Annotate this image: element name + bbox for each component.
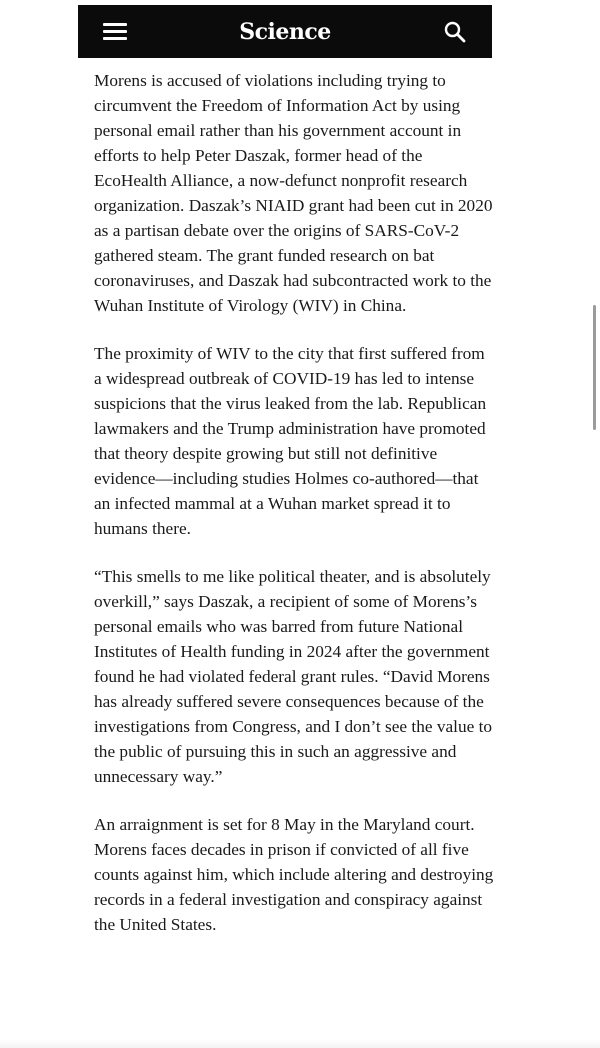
article-paragraph: The proximity of WIV to the city that first suffered from a widespread outbreak of COVID-19 has led to intense suspicions that the virus leaked from the lab. Republican lawmakers and the Trump administration have promoted that theory despite growing but still not definitive evidence—including studies Holmes co-authored—that an infected mammal at a Wuhan market spread it to humans there.	[94, 344, 487, 538]
menu-bar	[103, 23, 127, 26]
bottom-edge-shadow	[0, 1040, 600, 1048]
menu-bar	[103, 30, 127, 33]
scrollbar[interactable]	[593, 305, 596, 430]
article-paragraph: An arraignment is set for 8 May in the Maryland court. Morens faces decades in prison if convicted of all five counts against him, which include altering and destroying records in a federal investigation and conspiracy against the United States.	[94, 815, 494, 934]
menu-bar	[103, 37, 127, 40]
site-header	[78, 5, 492, 58]
science-logo[interactable]: Science	[239, 18, 331, 45]
article-paragraph: “This smells to me like political theater, and is absolutely overkill,” says Daszak, a recipient of some of Morens’s personal emails who was barred from future National Institutes of Health funding in 2024 after the government found he had violated federal grant rules. “David Morens has already suffered severe consequences because of the investigations from Congress, and I don’t see the value to the public of pursuing this in such an aggressive and unnecessary way.”	[94, 567, 493, 786]
article-paragraph: Morens is accused of violations including trying to circumvent the Freedom of Information Act by using personal email rather than his government account in efforts to help Peter Daszak, former head of the EcoHealth Alliance, a now-defunct nonprofit research organization. Daszak’s NIAID grant had been cut in 2020 as a partisan debate over the origins of SARS-CoV-2 gathered steam. The grant funded research on bat coronaviruses, and Daszak had subcontracted work to the Wuhan Institute of Virology (WIV) in China.	[94, 71, 493, 315]
article-body	[94, 68, 494, 937]
search-icon[interactable]	[444, 21, 466, 43]
search-icon-graphic	[444, 21, 466, 43]
hamburger-menu-icon[interactable]	[103, 22, 127, 40]
